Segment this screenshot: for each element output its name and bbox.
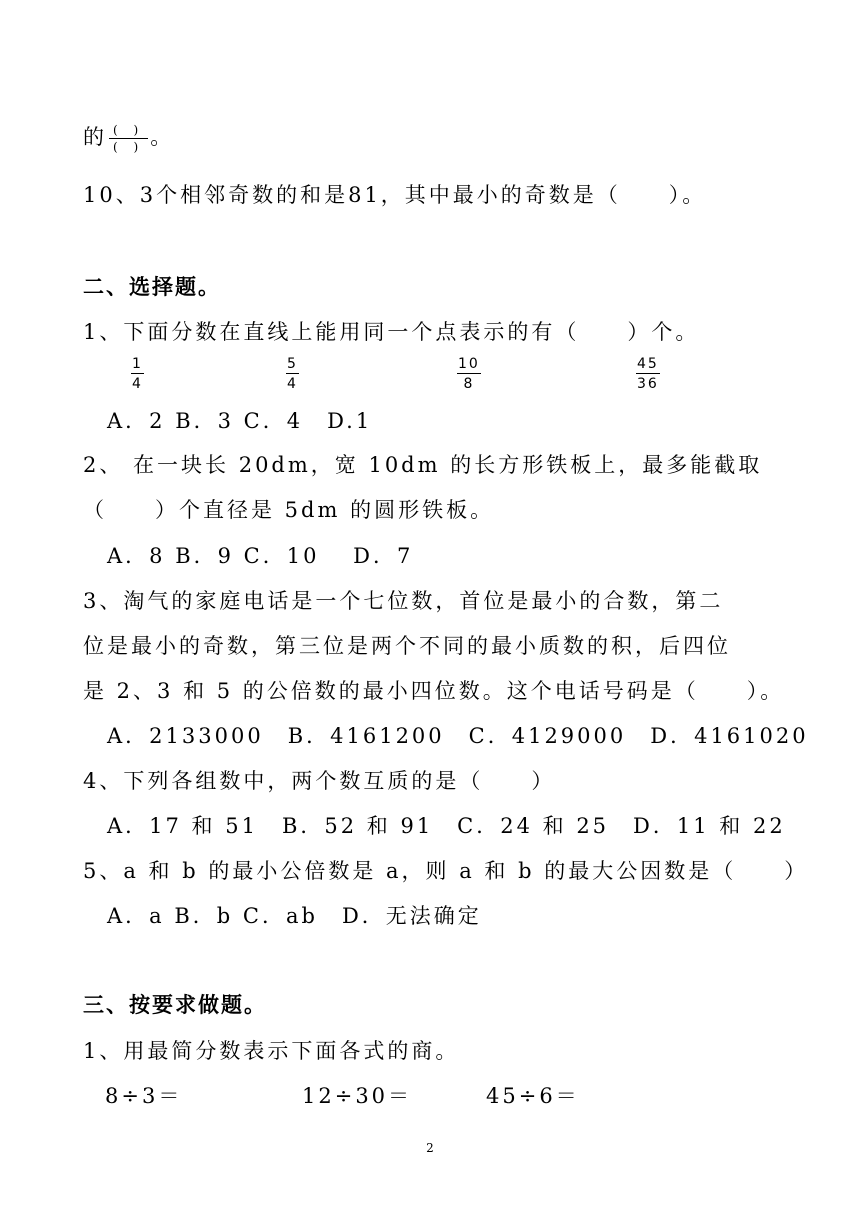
q9-prefix: 的	[83, 125, 107, 149]
fraction-3	[457, 355, 481, 394]
fraction-3-num: 10	[458, 356, 480, 372]
fraction-3-den: 8	[463, 376, 475, 392]
fraction-1	[131, 355, 144, 394]
fraction-1-den: 4	[132, 376, 143, 392]
choice-q3-line2: 位是最小的奇数，第三位是两个不同的最小质数的积，后四位	[83, 634, 731, 658]
fraction-2	[286, 355, 299, 394]
task-q1: 1、用最简分数表示下面各式的商。	[83, 1039, 460, 1063]
choice-q1: 1、下面分数在直线上能用同一个点表示的有（ ）个。	[83, 320, 700, 344]
section2-title: 二、选择题。	[83, 274, 221, 299]
choice-q2-options: A．8 B．9 C．10 D．7	[107, 544, 414, 568]
choice-q5: 5、a 和 b 的最小公倍数是 a，则 a 和 b 的最大公因数是（ ）	[83, 859, 809, 883]
blank-fraction-denominator: ( )	[113, 140, 145, 154]
q9-tail	[83, 122, 174, 155]
choice-q2-line1: 2、 在一块长 20dm，宽 10dm 的长方形铁板上，最多能截取	[83, 453, 763, 477]
blank-fraction-numerator: ( )	[109, 122, 148, 139]
expr-3: 45÷6＝	[486, 1084, 580, 1108]
q9-suffix: 。	[150, 125, 175, 149]
expr-2: 12÷30＝	[302, 1084, 413, 1108]
fraction-2-num: 5	[287, 356, 298, 372]
expr-1: 8÷3＝	[105, 1084, 183, 1108]
section3-title: 三、按要求做题。	[83, 992, 267, 1017]
choice-q3-line3: 是 2、3 和 5 的公倍数的最小四位数。这个电话号码是（ ）。	[83, 679, 785, 703]
fraction-1-num: 1	[132, 356, 143, 372]
blank-fraction	[109, 122, 148, 155]
fraction-2-den: 4	[287, 376, 298, 392]
choice-q1-options: A．2 B．3 C．4 D.1	[107, 409, 373, 433]
fraction-4-den: 36	[637, 376, 659, 392]
fill-q10: 10、3个相邻奇数的和是81，其中最小的奇数是（ ）。	[83, 183, 707, 207]
choice-q2-line2: （ ）个直径是 5dm 的圆形铁板。	[83, 498, 495, 522]
choice-q3-line1: 3、淘气的家庭电话是一个七位数，首位是最小的合数，第二	[83, 589, 724, 613]
choice-q3-options: A．2133000 B．4161200 C．4129000 D．4161020	[107, 724, 809, 748]
fraction-4	[636, 355, 660, 394]
page-number: 2	[426, 1141, 434, 1155]
choice-q4-options: A．17 和 51 B．52 和 91 C．24 和 25 D．11 和 22	[107, 814, 786, 838]
choice-q4: 4、下列各组数中，两个数互质的是（ ）	[83, 769, 556, 793]
choice-q5-options: A．a B．b C．ab D．无法确定	[107, 904, 482, 928]
fraction-4-num: 45	[637, 356, 659, 372]
